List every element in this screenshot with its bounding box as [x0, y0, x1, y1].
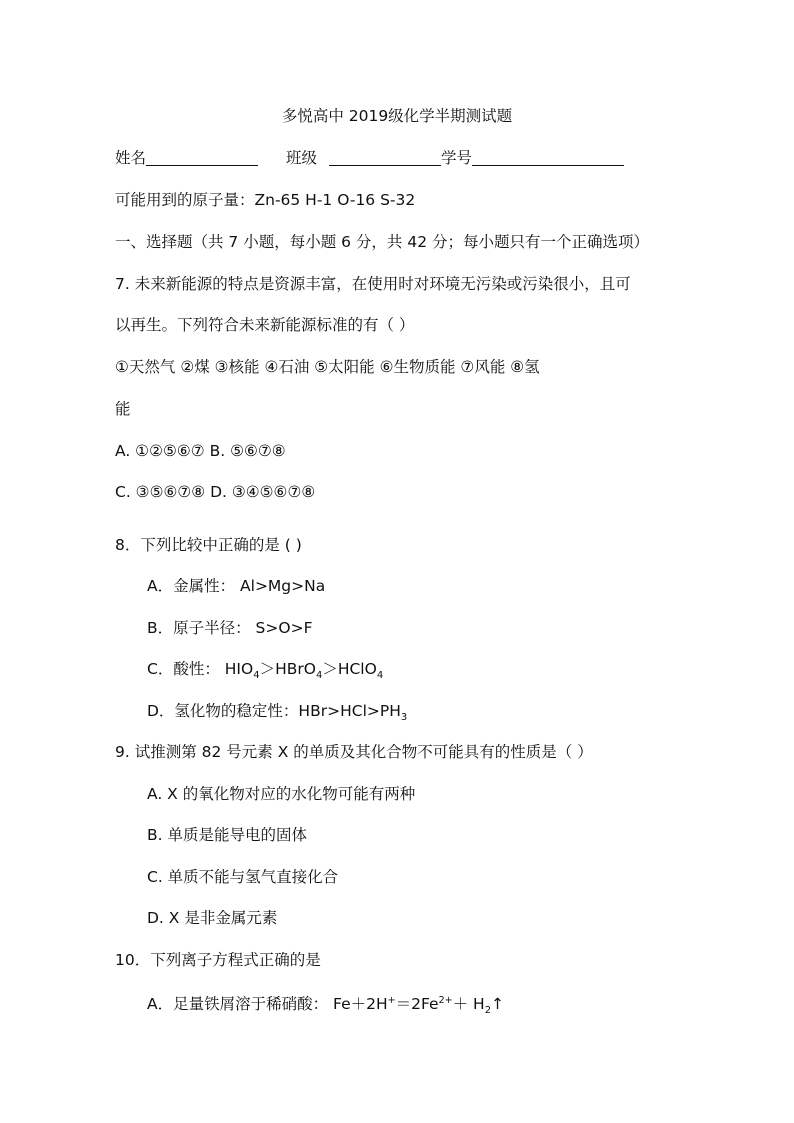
equation-middle: ＝2Fe — [395, 995, 439, 1013]
question-7-items-line-2: 能 — [115, 400, 131, 418]
option-d-prefix: D．氢化物的稳定性：HBr>HCl>PH — [147, 702, 401, 720]
name-blank — [146, 150, 258, 166]
subscript: 3 — [400, 712, 408, 723]
equation-end: ＋ H — [452, 995, 485, 1013]
question-7-stem-line-1: 7. 未来新能源的特点是资源丰富，在使用时对环境无污染或污染很小，且可 — [115, 275, 631, 293]
equation-prefix: A．足量铁屑溶于稀硝酸： Fe＋2H — [147, 995, 388, 1013]
question-9-stem: 9. 试推测第 82 号元素 X 的单质及其化合物不可能具有的性质是（ ） — [115, 743, 593, 761]
question-10-option-a — [147, 991, 504, 1021]
subscript: 4 — [253, 670, 260, 681]
number-label: 学号 — [441, 149, 473, 167]
question-9-option-c: C. 单质不能与氢气直接化合 — [147, 868, 339, 886]
question-8-stem: 8．下列比较中正确的是 ( ) — [115, 536, 302, 554]
question-9-option-d: D. X 是非金属元素 — [147, 909, 278, 927]
question-8-option-d — [147, 701, 407, 728]
number-blank — [472, 150, 624, 166]
superscript: 2+ — [438, 995, 453, 1006]
name-label: 姓名 — [115, 149, 147, 167]
question-7-options-cd: C. ③⑤⑥⑦⑧ D. ③④⑤⑥⑦⑧ — [115, 483, 316, 501]
superscript: + — [387, 995, 396, 1006]
formula-hio: HIO — [224, 660, 254, 678]
question-10-stem: 10．下列离子方程式正确的是 — [115, 951, 321, 969]
subscript: 4 — [376, 670, 384, 681]
question-7-stem-line-2: 以再生。下列符合未来新能源标准的有（ ） — [115, 316, 415, 334]
question-9-option-a: A. X 的氧化物对应的水化物可能有两种 — [147, 785, 416, 803]
exam-title: 多悦高中 2019级化学半期测试题 — [281, 107, 513, 125]
option-c-prefix: C．酸性： — [147, 660, 225, 678]
subscript: 4 — [315, 670, 323, 681]
question-7-options-ab: A. ①②⑤⑥⑦ B. ⑤⑥⑦⑧ — [115, 442, 286, 460]
formula-hclo: ＞HClO — [322, 660, 377, 678]
question-9-option-b: B. 单质是能导电的固体 — [147, 826, 307, 844]
gas-arrow: ↑ — [491, 995, 505, 1013]
subscript: 2 — [484, 1005, 492, 1016]
class-blank — [329, 150, 441, 166]
atomic-masses: 可能用到的原子量：Zn-65 H-1 O-16 S-32 — [115, 191, 416, 209]
question-8-option-a: A．金属性： Al>Mg>Na — [147, 577, 326, 595]
question-7-items-line-1: ①天然气 ②煤 ③核能 ④石油 ⑤太阳能 ⑥生物质能 ⑦风能 ⑧氢 — [115, 358, 540, 376]
section-header: 一、选择题（共 7 小题，每小题 6 分，共 42 分；每小题只有一个正确选项） — [115, 233, 650, 251]
student-info-row — [115, 148, 624, 168]
question-8-option-c — [147, 659, 383, 686]
formula-hbro: ＞HBrO — [259, 660, 316, 678]
class-label: 班级 — [286, 149, 318, 167]
question-8-option-b: B．原子半径： S>O>F — [147, 619, 313, 637]
